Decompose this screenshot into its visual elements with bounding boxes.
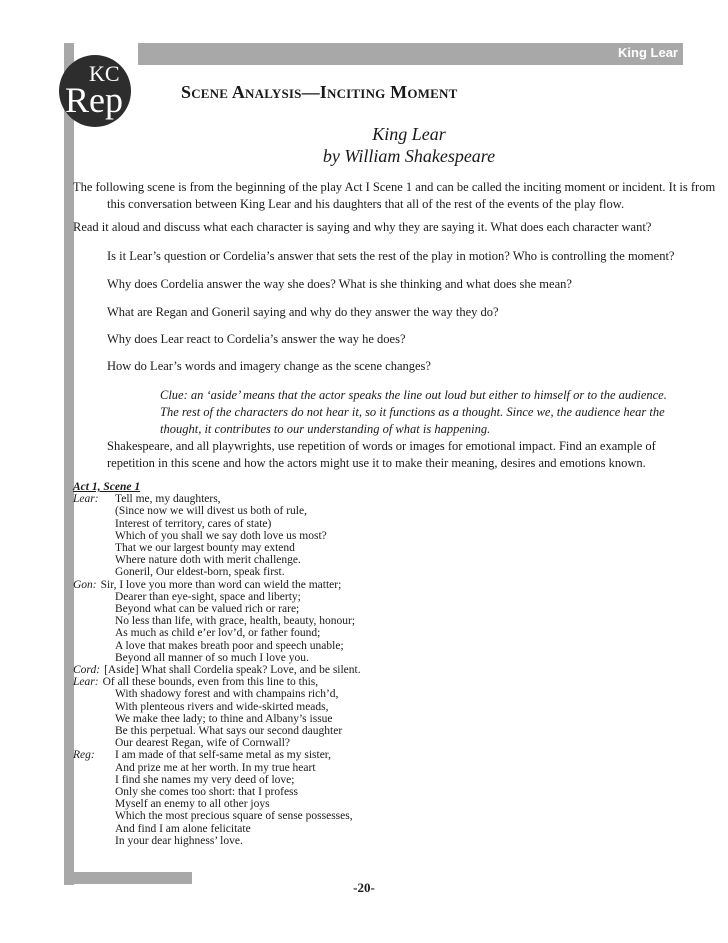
- script-line: [73, 530, 361, 542]
- line-text: Dearer than eye-sight, space and liberty;: [115, 590, 301, 603]
- script-line: [73, 676, 361, 688]
- script-line: [73, 652, 361, 664]
- script-line: [73, 688, 361, 700]
- line-text: Interest of territory, cares of state): [115, 517, 272, 530]
- script-line: [73, 810, 361, 822]
- line-text: Tell me, my daughters,: [115, 493, 221, 506]
- question-3: What are Regan and Goneril saying and why do they answer the way they do?: [107, 305, 499, 319]
- document-title: Scene Analysis—Inciting Moment: [181, 82, 458, 102]
- script-line: [73, 749, 361, 761]
- play-title: King Lear: [372, 124, 446, 144]
- script-line: [73, 823, 361, 835]
- play-byline: by William Shakespeare: [322, 146, 496, 166]
- line-text: Which the most precious square of sense possesses,: [115, 810, 353, 823]
- script-line: [73, 579, 361, 591]
- script-line: [73, 505, 361, 517]
- script-line: [73, 737, 361, 749]
- script-line: [73, 591, 361, 603]
- line-text: Which of you shall we say doth love us most?: [115, 529, 327, 542]
- script-lines: [73, 493, 361, 847]
- line-text: And find I am alone felicitate: [115, 822, 251, 835]
- logo-rep: Rep: [65, 80, 123, 120]
- script-line: [73, 615, 361, 627]
- clue-note: Clue: an ‘aside’ means that the actor speaks the line out loud but either to himself or to the audience. The rest of the characters do not hear it, so it functions as a thought. Since we, the audience hear the thought, it contributes to our understanding of what is happening.: [160, 388, 667, 436]
- speaker-label: Lear:: [73, 493, 99, 506]
- speaker-label: Lear:: [73, 676, 99, 689]
- header-title: King Lear: [618, 45, 678, 60]
- line-text: Of all these bounds, even from this line to this,: [102, 676, 319, 689]
- line-text: Myself an enemy to all other joys: [115, 798, 270, 811]
- intro-paragraph: The following scene is from the beginning of the play Act I Scene 1 and can be called the inciting moment or incident. It is from this conversation between King Lear and his daughters that all of the rest of the events of the play flow.: [73, 180, 716, 211]
- instruction-paragraph: Read it aloud and discuss what each character is saying and why they are saying it. What does each character want?: [73, 220, 652, 234]
- question-2: Why does Cordelia answer the way she does? What is she thinking and what does she mean?: [107, 277, 572, 291]
- script-line: [73, 640, 361, 652]
- line-text: Only she comes too short: that I profess: [115, 786, 299, 799]
- line-text: As much as child e’er lov’d, or father found;: [115, 627, 321, 640]
- page-number: -20-: [353, 880, 375, 895]
- script-line: [73, 542, 361, 554]
- line-text: Beyond all manner of so much I love you.: [115, 651, 309, 664]
- script-line: [73, 493, 361, 505]
- script-line: [73, 554, 361, 566]
- line-text: In your dear highness’ love.: [115, 834, 243, 847]
- script-line: [73, 713, 361, 725]
- line-text: Be this perpetual. What says our second daughter: [115, 725, 343, 738]
- script-line: [73, 835, 361, 847]
- script-excerpt: [73, 481, 361, 847]
- question-1: Is it Lear’s question or Cordelia’s answer that sets the rest of the play in motion? Who is controlling the moment?: [107, 249, 675, 263]
- line-text: With shadowy forest and with champains rich’d,: [115, 688, 339, 701]
- speaker-label: Cord:: [73, 664, 101, 677]
- line-text: With plenteous rivers and wide-skirted meads,: [115, 700, 329, 713]
- line-text: Goneril, Our eldest-born, speak first.: [115, 566, 285, 579]
- script-line: [73, 725, 361, 737]
- kc-rep-logo: [59, 55, 131, 127]
- line-text: A love that makes breath poor and speech unable;: [115, 639, 344, 652]
- script-line: [73, 762, 361, 774]
- script-line: [73, 701, 361, 713]
- line-text: Our dearest Regan, wife of Cornwall?: [115, 737, 290, 750]
- script-line: [73, 774, 361, 786]
- line-text: No less than life, with grace, health, beauty, honour;: [115, 615, 356, 628]
- script-line: [73, 603, 361, 615]
- line-text: I am made of that self-same metal as my sister,: [115, 749, 332, 762]
- logo-kc: KC: [89, 61, 120, 86]
- script-line: [73, 798, 361, 810]
- line-text: We make thee lady; to thine and Albany’s issue: [115, 712, 333, 725]
- speaker-label: Gon:: [73, 578, 97, 591]
- line-text: I find she names my very deed of love;: [115, 773, 295, 786]
- repetition-paragraph: Shakespeare, and all playwrights, use repetition of words or images for emotional impact. Find an example of repetition in this scene and how the actors might use it to make their meaning, desires and emotions known.: [107, 439, 656, 470]
- script-line: [73, 518, 361, 530]
- script-line: [73, 566, 361, 578]
- script-line: [73, 664, 361, 676]
- header-bar: [138, 43, 683, 65]
- speaker-label: Reg:: [73, 749, 95, 762]
- line-text: Beyond what can be valued rich or rare;: [115, 603, 300, 616]
- scene-heading: Act 1, Scene 1: [73, 481, 141, 493]
- line-text: [Aside] What shall Cordelia speak? Love, and be silent.: [104, 664, 361, 677]
- line-text: (Since now we will divest us both of rule,: [115, 505, 307, 518]
- line-text: That we our largest bounty may extend: [115, 542, 295, 555]
- script-line: [73, 627, 361, 639]
- question-4: Why does Lear react to Cordelia’s answer the way he does?: [107, 332, 406, 346]
- script-line: [73, 786, 361, 798]
- line-text: Where nature doth with merit challenge.: [115, 554, 301, 567]
- line-text: And prize me at her worth. In my true heart: [115, 761, 316, 774]
- line-text: Sir, I love you more than word can wield the matter;: [100, 578, 342, 591]
- question-5: How do Lear’s words and imagery change as the scene changes?: [107, 359, 431, 373]
